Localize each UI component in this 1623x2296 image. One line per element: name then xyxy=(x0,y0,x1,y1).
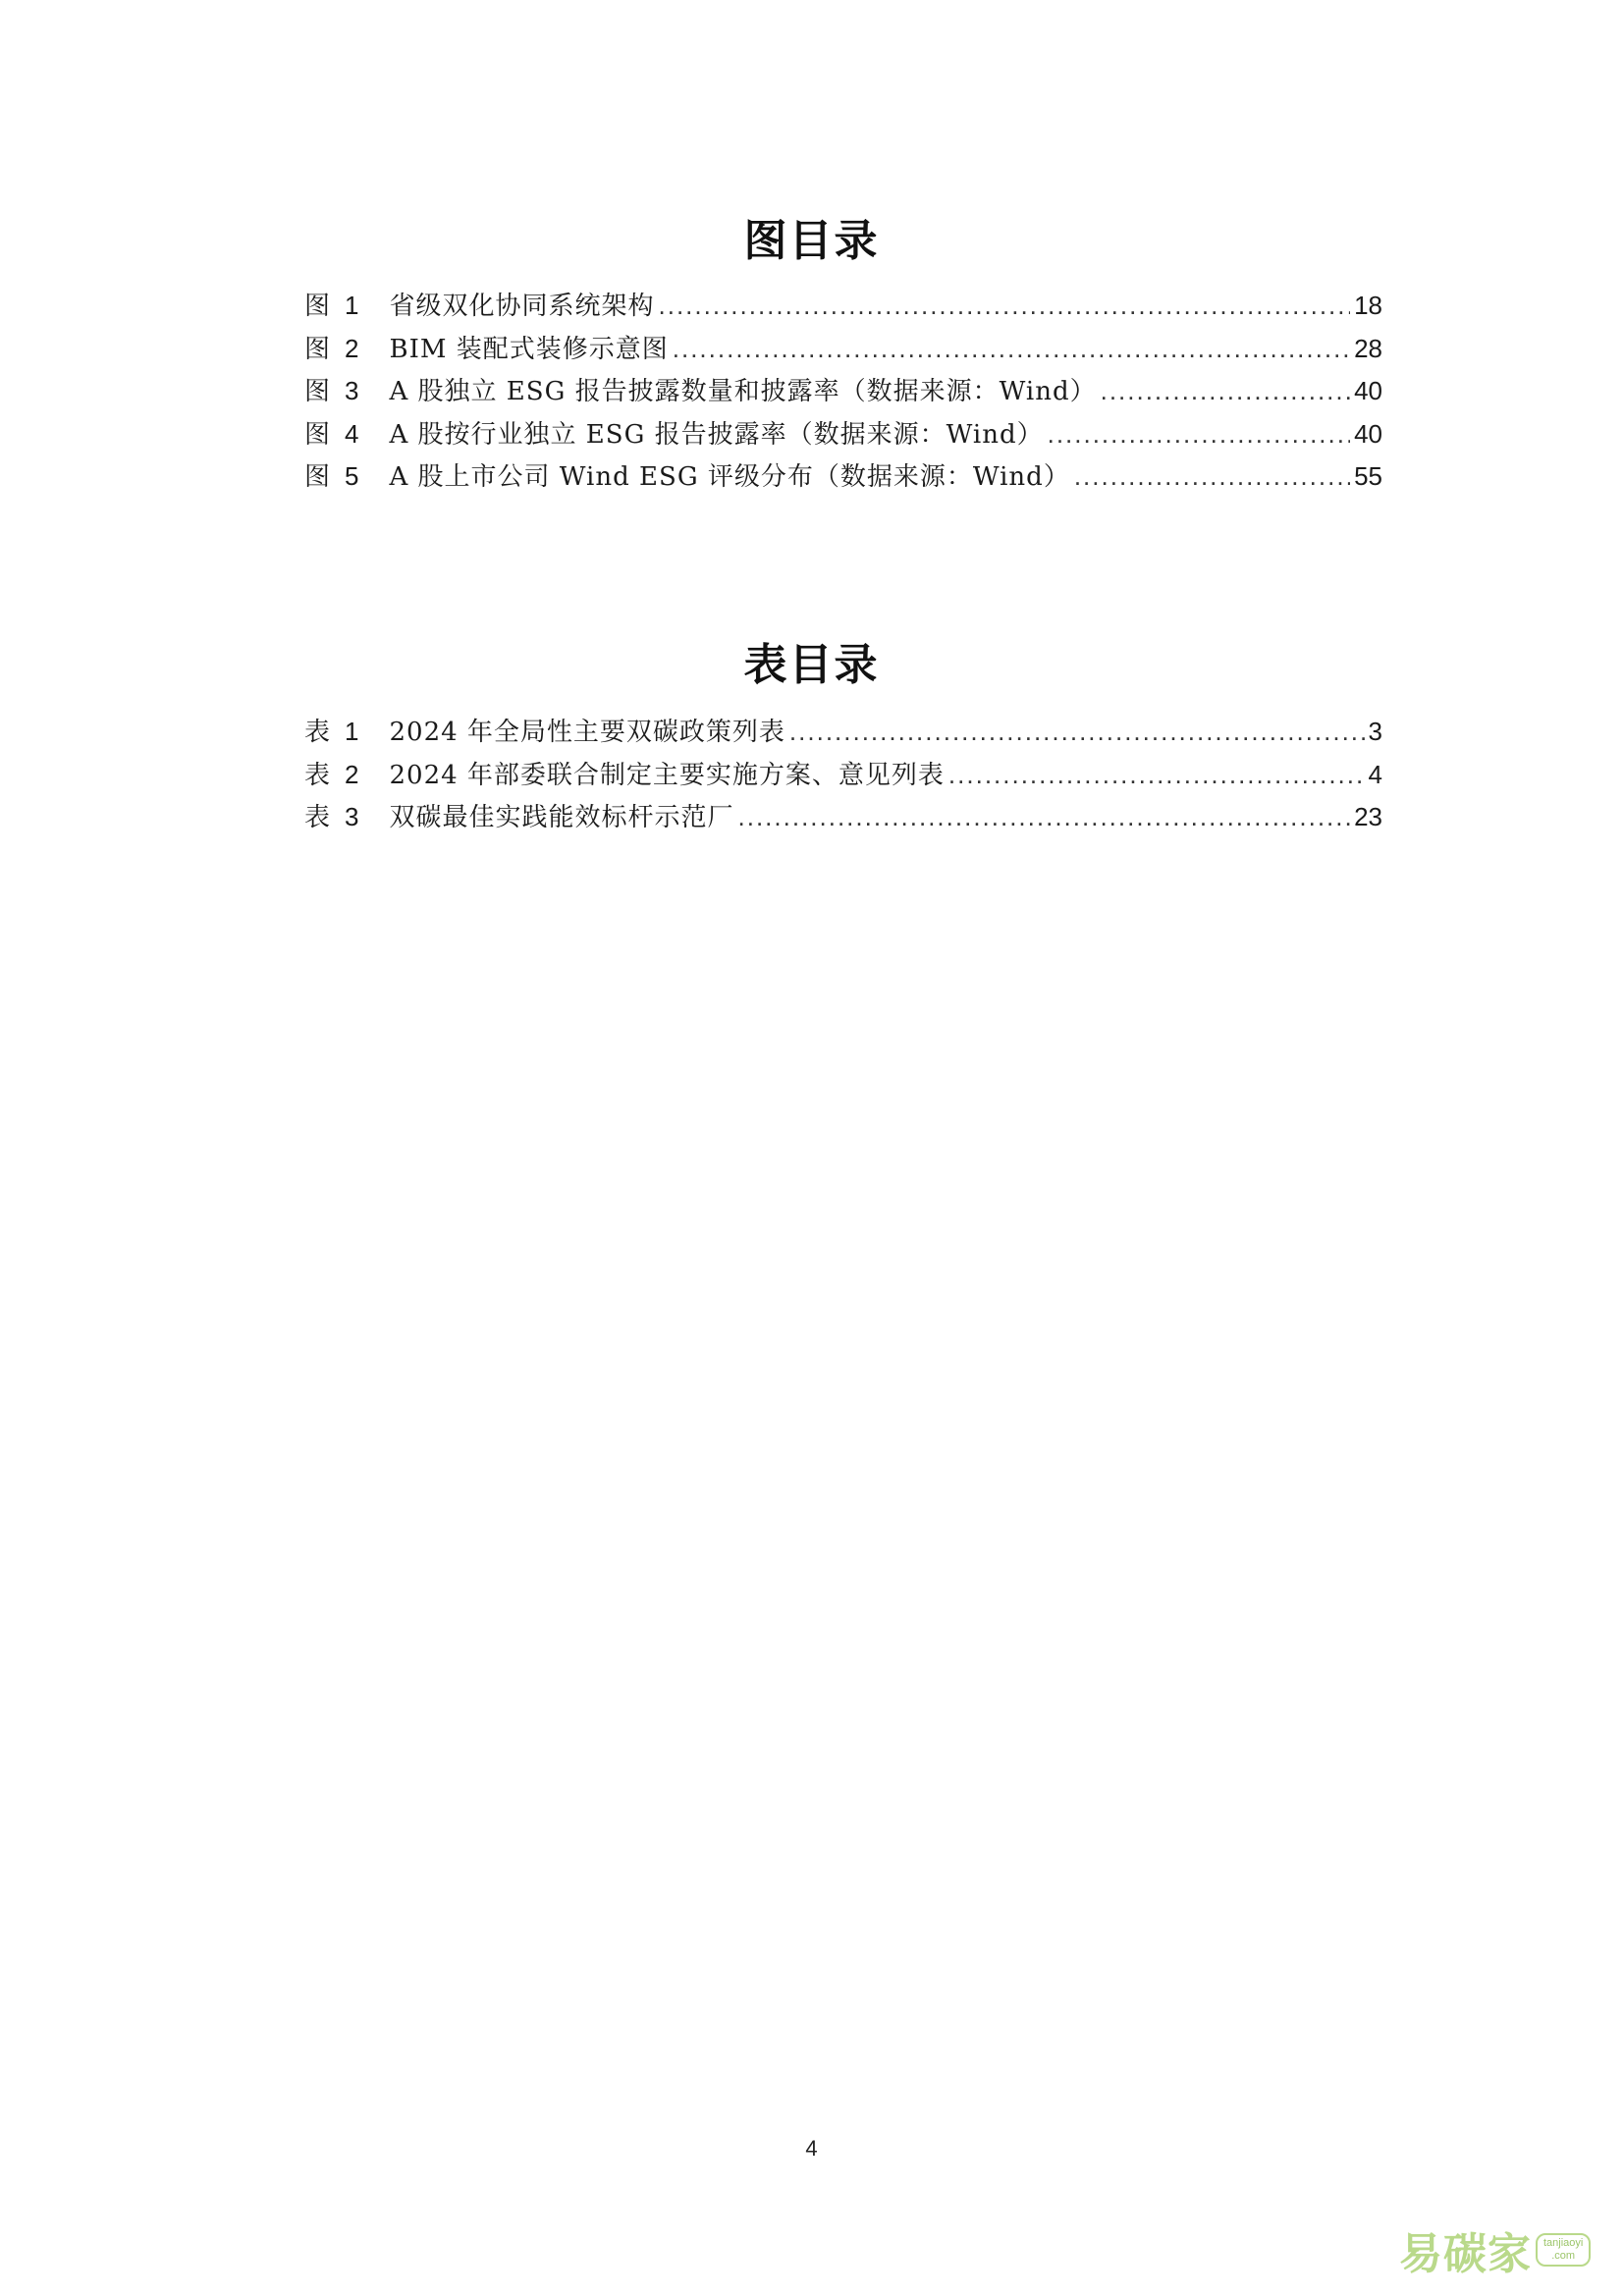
toc-dot-leader xyxy=(1048,413,1350,456)
tables-toc-list xyxy=(304,711,1382,839)
toc-entry-text: 2024 年全局性主要双碳政策列表 xyxy=(389,718,785,747)
toc-entry-label xyxy=(304,413,359,456)
page-number: 4 xyxy=(805,2136,818,2161)
watermark-badge xyxy=(1536,2233,1591,2267)
toc-entry-page: 40 xyxy=(1354,418,1382,449)
toc-entry-label xyxy=(304,285,359,328)
toc-entry-label xyxy=(304,370,359,413)
toc-dot-leader xyxy=(659,285,1351,328)
toc-dot-leader xyxy=(1101,370,1350,413)
toc-entry-number: 3 xyxy=(345,376,360,405)
toc-entry-text: A 股上市公司 Wind ESG 评级分布（数据来源：Wind） xyxy=(389,462,1070,492)
watermark-text: 易碳家 xyxy=(1399,2229,1532,2279)
toc-entry-prefix: 表 xyxy=(304,718,332,747)
toc-entry-text: BIM 装配式装修示意图 xyxy=(389,334,669,364)
toc-entry-number: 1 xyxy=(345,291,360,320)
toc-dot-leader xyxy=(948,754,1365,797)
toc-entry-page: 3 xyxy=(1368,717,1382,746)
toc-entry-prefix: 图 xyxy=(304,462,332,492)
toc-entry-number: 3 xyxy=(345,802,360,831)
toc-entry-number: 4 xyxy=(345,418,360,449)
toc-entry[interactable] xyxy=(304,796,1382,839)
toc-entry-text: 双碳最佳实践能效标杆示范厂 xyxy=(389,803,734,832)
toc-entry-label xyxy=(304,455,359,499)
toc-entry-number: 1 xyxy=(345,717,360,746)
tables-toc-title: 表目录 xyxy=(743,640,880,690)
watermark-badge-line1: tanjiaoyi xyxy=(1543,2237,1584,2249)
toc-dot-leader xyxy=(1074,455,1350,499)
toc-entry-prefix: 图 xyxy=(304,377,332,406)
toc-entry-number: 2 xyxy=(345,333,360,363)
toc-dot-leader xyxy=(789,711,1365,754)
toc-entry-prefix: 表 xyxy=(304,803,332,832)
toc-dot-leader xyxy=(738,796,1351,839)
toc-entry[interactable] xyxy=(304,711,1382,754)
toc-entry-prefix: 图 xyxy=(304,292,332,321)
toc-entry-text: 2024 年部委联合制定主要实施方案、意见列表 xyxy=(389,760,945,790)
toc-entry-number: 2 xyxy=(345,759,360,789)
toc-entry[interactable] xyxy=(304,413,1382,456)
toc-entry[interactable] xyxy=(304,754,1382,797)
toc-entry-text: A 股按行业独立 ESG 报告披露率（数据来源：Wind） xyxy=(389,419,1044,450)
toc-entry[interactable] xyxy=(304,328,1382,371)
watermark-logo xyxy=(1399,2220,1605,2279)
figures-toc-list xyxy=(304,285,1382,499)
toc-entry-text: 省级双化协同系统架构 xyxy=(389,292,655,321)
toc-entry-label xyxy=(304,796,359,839)
toc-entry-page: 4 xyxy=(1368,759,1382,789)
watermark-badge-line2: .com xyxy=(1551,2250,1576,2262)
toc-entry-number: 5 xyxy=(345,461,360,491)
toc-entry-prefix: 图 xyxy=(304,334,332,364)
toc-entry-page: 40 xyxy=(1354,376,1382,405)
toc-entry-page: 28 xyxy=(1354,333,1382,363)
toc-entry-page: 55 xyxy=(1354,461,1382,491)
toc-entry-label xyxy=(304,754,359,797)
toc-dot-leader xyxy=(673,328,1350,371)
toc-entry-prefix: 表 xyxy=(304,760,332,790)
toc-entry-page: 18 xyxy=(1354,291,1382,320)
toc-entry[interactable] xyxy=(304,370,1382,413)
toc-entry-page: 23 xyxy=(1354,802,1382,831)
toc-entry-label xyxy=(304,711,359,754)
toc-entry-label xyxy=(304,328,359,371)
toc-entry[interactable] xyxy=(304,455,1382,499)
toc-entry-prefix: 图 xyxy=(304,419,332,450)
toc-entry-text: A 股独立 ESG 报告披露数量和披露率（数据来源：Wind） xyxy=(389,377,1097,406)
toc-entry[interactable] xyxy=(304,285,1382,328)
figures-toc-title: 图目录 xyxy=(743,216,880,266)
